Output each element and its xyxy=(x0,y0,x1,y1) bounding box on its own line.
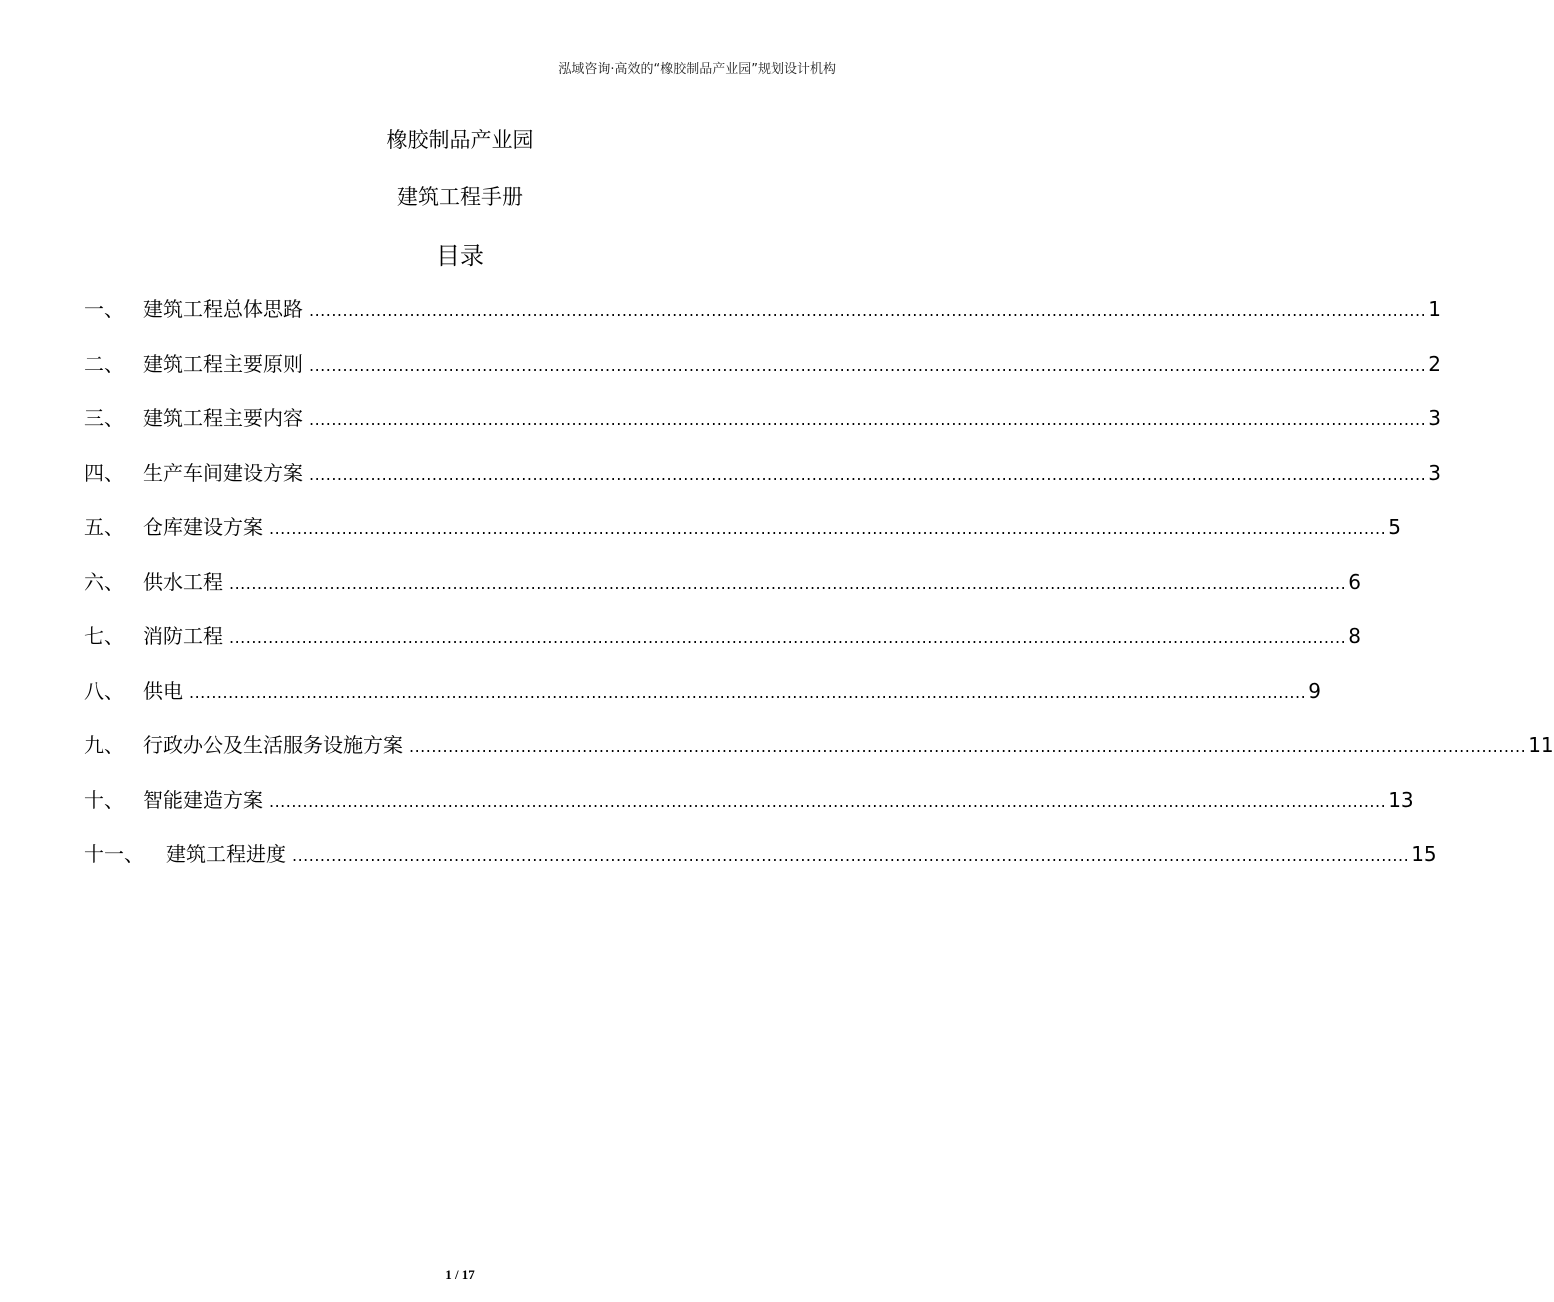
toc-entry-title: 生产车间建设方案 xyxy=(143,460,303,485)
toc-entry[interactable] xyxy=(84,784,1414,839)
toc-dot-leader: ........................................................................................................................................................................................................ xyxy=(229,628,1347,647)
toc-entry-page: 8 xyxy=(1348,624,1361,648)
toc-entry-number: 十、 xyxy=(84,787,124,812)
toc-entry-title: 智能建造方案 xyxy=(143,787,263,812)
toc-entry[interactable] xyxy=(84,566,1361,621)
toc-entry-page: 13 xyxy=(1388,787,1414,812)
toc-entry-page: 6 xyxy=(1348,569,1361,594)
toc-entry-number: 九、 xyxy=(84,733,124,757)
toc-entry-number: 六、 xyxy=(84,569,124,594)
table-of-contents xyxy=(84,293,1554,893)
toc-entry[interactable] xyxy=(84,402,1441,457)
toc-entry-title: 供电 xyxy=(143,678,183,703)
toc-entry[interactable] xyxy=(84,457,1441,512)
toc-entry-number: 二、 xyxy=(84,351,124,376)
toc-entry-title: 建筑工程主要内容 xyxy=(143,406,303,430)
toc-entry-page: 5 xyxy=(1388,515,1401,539)
toc-entry-page: 3 xyxy=(1428,406,1441,430)
toc-dot-leader: ........................................................................................................................................................................................................ xyxy=(409,737,1527,756)
toc-dot-leader: ........................................................................................................................................................................................................ xyxy=(309,464,1427,484)
toc-entry-title: 供水工程 xyxy=(143,569,223,594)
toc-entry-title: 仓库建设方案 xyxy=(143,515,263,539)
toc-dot-leader: ........................................................................................................................................................................................................ xyxy=(292,846,1410,865)
toc-entry-page: 11 xyxy=(1528,733,1554,757)
toc-dot-leader: ........................................................................................................................................................................................................ xyxy=(309,301,1427,320)
toc-entry-title: 消防工程 xyxy=(143,624,223,648)
toc-entry-page: 15 xyxy=(1411,842,1437,866)
toc-dot-leader: ........................................................................................................................................................................................................ xyxy=(309,410,1427,429)
toc-entry-title: 建筑工程主要原则 xyxy=(143,351,303,376)
toc-dot-leader: ........................................................................................................................................................................................................ xyxy=(269,519,1387,538)
toc-entry-title: 行政办公及生活服务设施方案 xyxy=(143,733,403,757)
toc-entry[interactable] xyxy=(84,348,1441,403)
toc-entry-page: 3 xyxy=(1428,460,1441,485)
toc-entry[interactable] xyxy=(84,620,1361,675)
toc-entry[interactable] xyxy=(84,293,1441,348)
toc-entry-number: 八、 xyxy=(84,678,124,703)
toc-entry-page: 2 xyxy=(1428,351,1441,376)
toc-dot-leader: ........................................................................................................................................................................................................ xyxy=(189,682,1307,702)
toc-entry-number: 一、 xyxy=(84,297,124,321)
toc-heading: 目录 xyxy=(436,242,484,270)
toc-entry[interactable] xyxy=(84,838,1437,893)
toc-entry-number: 三、 xyxy=(84,406,124,430)
toc-entry-number: 四、 xyxy=(84,460,124,485)
page-header: 泓域咨询·高效的“橡胶制品产业园”规划设计机构 xyxy=(558,62,836,77)
toc-dot-leader: ........................................................................................................................................................................................................ xyxy=(309,355,1427,375)
page-number: 1 / 17 xyxy=(445,1267,475,1282)
toc-dot-leader: ........................................................................................................................................................................................................ xyxy=(269,791,1387,811)
toc-entry-title: 建筑工程总体思路 xyxy=(143,297,303,321)
toc-entry[interactable] xyxy=(84,511,1401,566)
toc-entry-number: 五、 xyxy=(84,515,124,539)
document-subtitle: 建筑工程手册 xyxy=(397,185,523,209)
toc-entry-number: 七、 xyxy=(84,624,124,648)
toc-dot-leader: ........................................................................................................................................................................................................ xyxy=(229,573,1347,593)
toc-entry-number: 十一、 xyxy=(84,842,144,866)
toc-entry[interactable] xyxy=(84,729,1554,784)
toc-entry[interactable] xyxy=(84,675,1321,730)
toc-entry-page: 1 xyxy=(1428,297,1441,321)
toc-entry-page: 9 xyxy=(1308,678,1321,703)
toc-entry-title: 建筑工程进度 xyxy=(166,842,286,866)
document-title: 橡胶制品产业园 xyxy=(386,128,534,152)
